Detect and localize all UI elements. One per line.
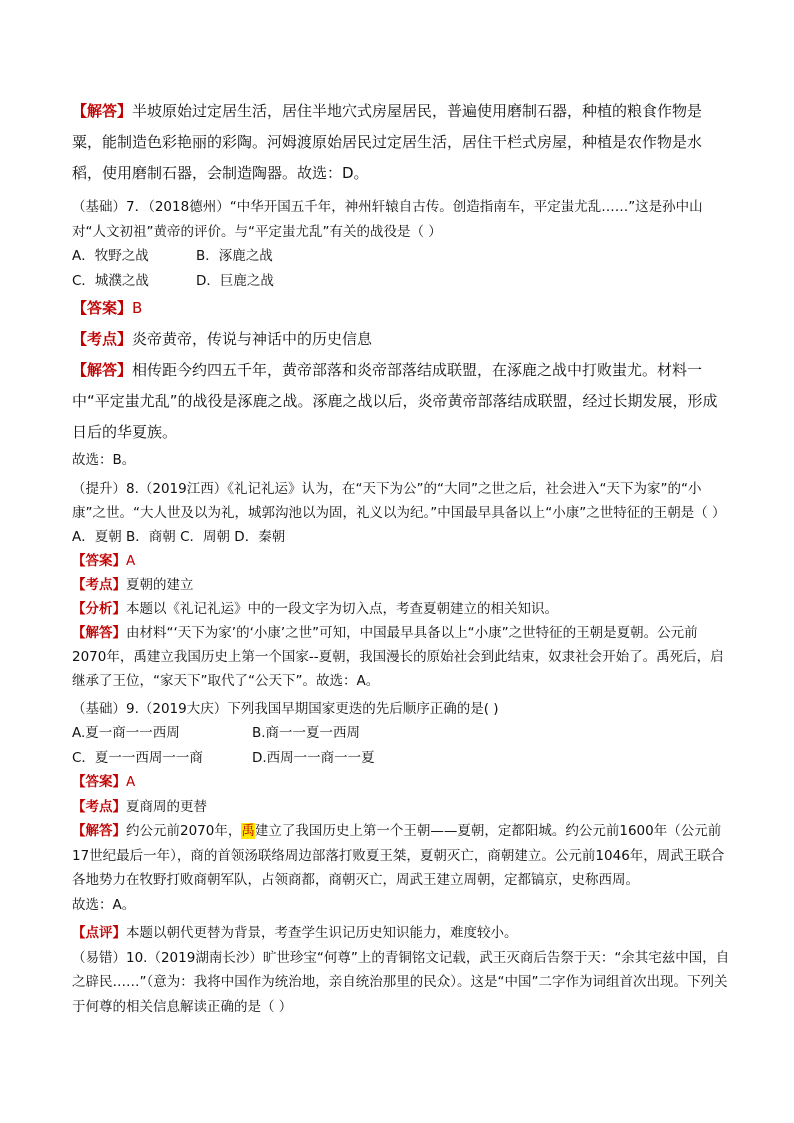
q7-explanation (72, 355, 730, 448)
q9-options-row-1 (72, 721, 730, 746)
highlighted-word: 禹 (241, 823, 255, 839)
q9-kaodian (72, 795, 730, 820)
q9-answer (72, 770, 730, 795)
q7-option-a: A．牧野之战 (72, 248, 149, 264)
q7-answer (72, 293, 730, 324)
q9-option-c: C．夏一一西周一一商 (72, 749, 203, 766)
explanation-text: 相传距今约四五千年，黄帝部落和炎帝部落结成联盟，在涿鹿之战中打败蚩尤。材料一中“平定蚩尤乱”的战役是涿鹿之战。涿鹿之战以后，炎帝黄帝部落结成联盟，经过长期发展，形成日后的华夏族。 (72, 361, 718, 441)
explanation-text: 由材料“‘天下为家’的‘小康’之世”可知，中国最早具备以上“小康”之世特征的王朝是夏朝。公元前2070年，禹建立我国历史上第一个国家--夏朝，我国漫长的原始社会到此结束，奴隶社会开始了。禹死后，启继承了王位，“家天下”取代了“公天下”。故选：A。 (72, 624, 724, 689)
kaodian-text: 夏朝的建立 (126, 576, 194, 593)
q8-options: A．夏朝 B．商朝 C．周朝 D．秦朝 (72, 528, 286, 545)
q7-stem: （基础）7．（2018德州）“中华开国五千年，神州轩辕自古传。创造指南车，平定蚩尤乱……”这是孙中山对“人文初祖”黄帝的评价。与“平定蚩尤乱”有关的战役是（ ） (72, 199, 703, 240)
explanation-tag: 【解答】 (72, 624, 126, 641)
q9-stem: （基础）9.（2019大庆）下列我国早期国家更迭的先后顺序正确的是( ) (72, 700, 499, 717)
q7-conclusion: 故选：B。 (72, 452, 136, 468)
q9-conclusion: 故选：A。 (72, 896, 136, 913)
explanation-text: 半坡原始过定居生活，居住半地穴式房屋居民，普遍使用磨制石器，种植的粮食作物是粟，能制造色彩艳丽的彩陶。河姆渡原始居民过定居生活，居住干栏式房屋，种植是农作物是水稻，使用磨制石器，会制造陶器。故选：D。 (72, 102, 703, 182)
kaodian-tag: 【考点】 (72, 798, 126, 815)
comment-text: 本题以朝代更替为背景，考查学生识记历史知识能力，难度较小。 (126, 925, 518, 941)
answer-value: A (126, 774, 136, 790)
q8-answer (72, 549, 730, 573)
q9-option-d: D.西周一一商一一夏 (252, 749, 375, 766)
q7-option-d: D．巨鹿之战 (196, 272, 274, 289)
document-page (72, 96, 730, 1019)
analysis-tag: 【分析】 (72, 600, 126, 617)
q10-stem: （易错）10.（2019湖南长沙）旷世珍宝“何尊”上的青铜铭文记载，武王灭商后告祭于天：“余其宅兹中国，自之辟民……”（意为：我将中国作为统治地，亲自统治那里的民众）。这是“中国”二字作为词组首次出现。下列关于何尊的相关信息解读正确的是（ ） (72, 949, 730, 1015)
q7-option-c: C．城濮之战 (72, 272, 149, 289)
q7-option-b: B．涿鹿之战 (196, 248, 273, 264)
answer-tag: 【答案】 (72, 299, 133, 317)
q9-option-a: A.夏一商一一西周 (72, 725, 180, 741)
q8-analysis (72, 597, 730, 621)
analysis-text: 本题以《礼记礼运》中的一段文字为切入点，考查夏朝建立的相关知识。 (126, 600, 558, 617)
answer-tag: 【答案】 (72, 552, 126, 569)
answer-value: A (126, 552, 136, 569)
kaodian-tag: 【考点】 (72, 576, 126, 593)
kaodian-tag: 【考点】 (72, 330, 133, 348)
answer-tag: 【答案】 (72, 774, 126, 790)
q8-kaodian (72, 573, 730, 597)
explanation-tag: 【解答】 (72, 823, 126, 839)
q9-explanation (72, 819, 730, 893)
kaodian-text: 夏商周的更替 (126, 798, 207, 815)
q9-comment (72, 921, 730, 946)
answer-value: B (132, 299, 143, 317)
q7-options-row-1 (72, 244, 730, 269)
explanation-text-post: 建立了我国历史上第一个王朝——夏朝，定都阳城。约公元前1600年（公元前17世纪最后一年），商的首领汤联络周边部落打败夏王桀，夏朝灭亡，商朝建立。公元前1046年，周武王联合各地势力在牧野打败商朝军队，占领商都，商朝灭亡，周武王建立周朝，定都镐京，史称西周。 (72, 823, 725, 888)
q7-options-row-2 (72, 269, 730, 294)
explanation-tag: 【解答】 (72, 361, 133, 379)
kaodian-text: 炎帝黄帝，传说与神话中的历史信息 (132, 330, 373, 348)
explanation-tag: 【解答】 (72, 102, 133, 120)
q6-explanation (72, 96, 730, 189)
q9-option-b: B.商一一夏一西周 (252, 725, 361, 741)
q9-options-row-2 (72, 746, 730, 771)
q8-explanation (72, 621, 730, 693)
comment-tag: 【点评】 (72, 925, 126, 941)
q8-stem: （提升）8.（2019江西）《礼记礼运》认为，在“天下为公”的“大同”之世之后，社会进入“天下为家”的“小康”之世。“大人世及以为礼，城郭沟池以为固，礼义以为纪。”中国最早具备以上“小康”之世特征的王朝是（ ） (72, 480, 726, 521)
q7-kaodian (72, 324, 730, 355)
explanation-text-pre: 约公元前2070年， (126, 823, 242, 839)
